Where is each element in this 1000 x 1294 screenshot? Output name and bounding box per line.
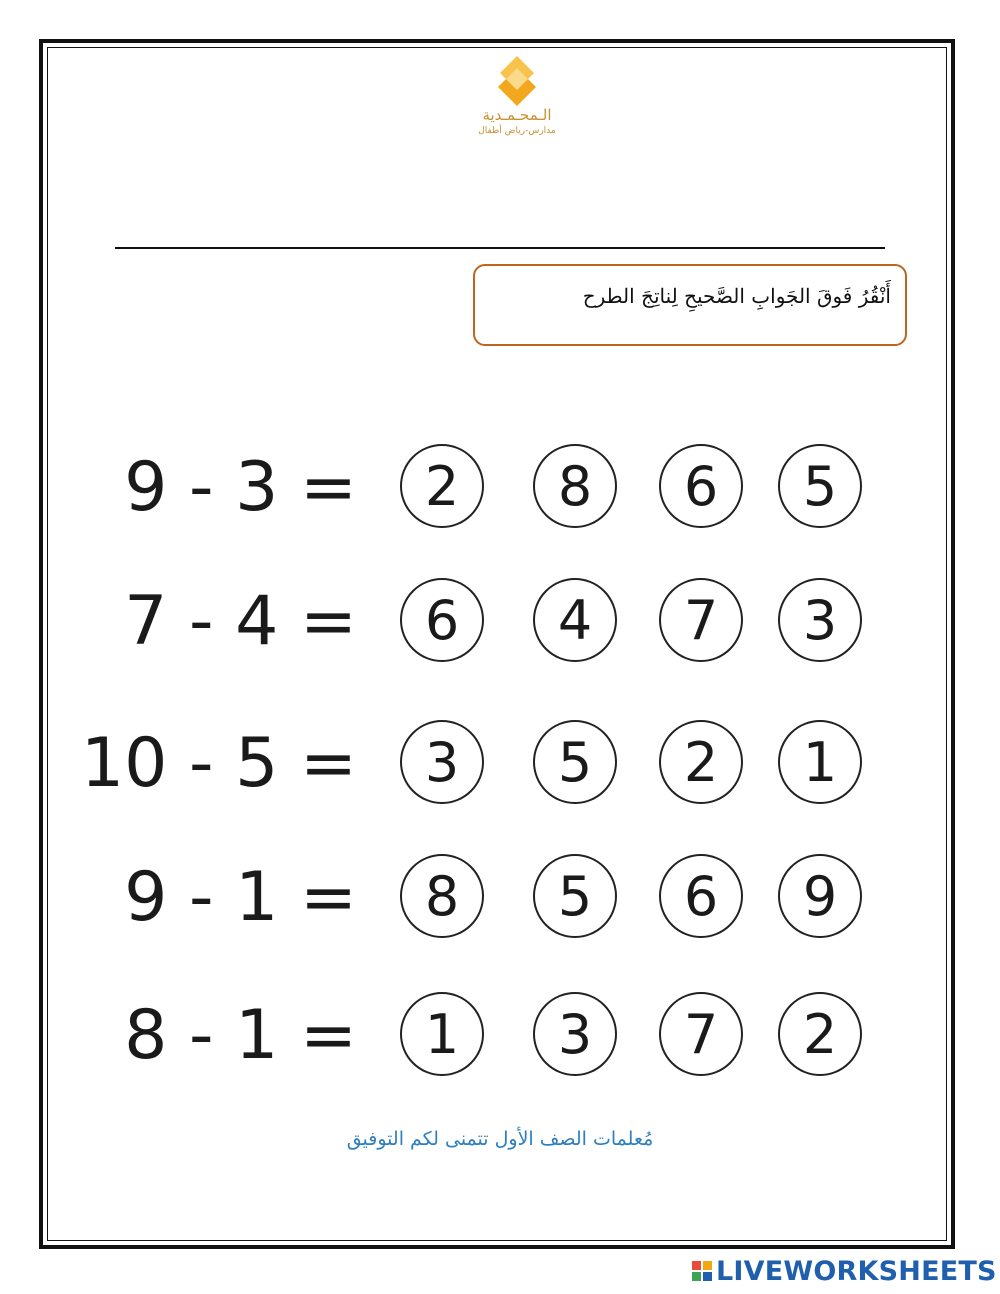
answer-option[interactable]: 7 — [659, 578, 743, 662]
brand-block — [692, 1272, 701, 1281]
answer-option[interactable]: 9 — [778, 854, 862, 938]
problem-row — [0, 716, 1000, 816]
answer-option[interactable]: 8 — [533, 444, 617, 528]
answer-option[interactable]: 4 — [533, 578, 617, 662]
answer-option[interactable]: 3 — [533, 992, 617, 1076]
brand-block — [692, 1261, 701, 1270]
logo-subtitle: مدارس-رياض أطفال — [478, 126, 556, 136]
answer-option[interactable]: 2 — [659, 720, 743, 804]
brand-block — [703, 1272, 712, 1281]
liveworksheets-brand[interactable] — [692, 1256, 997, 1286]
answer-option[interactable]: 1 — [778, 720, 862, 804]
brand-blocks-icon — [692, 1261, 712, 1281]
instruction-text: أَنْقُرُ فَوقَ الجَوابِ الصَّحيحِ لِناتِجَ الطرح — [582, 284, 891, 308]
answer-option[interactable]: 2 — [400, 444, 484, 528]
answer-option[interactable]: 2 — [778, 992, 862, 1076]
problem-row — [0, 988, 1000, 1088]
answer-option[interactable]: 5 — [778, 444, 862, 528]
answer-option[interactable]: 5 — [533, 854, 617, 938]
answer-option[interactable]: 3 — [400, 720, 484, 804]
answer-option[interactable]: 6 — [400, 578, 484, 662]
answer-option[interactable]: 8 — [400, 854, 484, 938]
answer-option[interactable]: 1 — [400, 992, 484, 1076]
equation: 9 - 3 = — [124, 448, 357, 527]
equation: 10 - 5 = — [80, 724, 357, 803]
answer-option[interactable]: 6 — [659, 444, 743, 528]
equation: 7 - 4 = — [124, 582, 357, 661]
answer-option[interactable]: 7 — [659, 992, 743, 1076]
logo-name: الـمحـمـدية — [482, 106, 552, 124]
equation: 8 - 1 = — [124, 996, 357, 1075]
problem-row — [0, 440, 1000, 540]
problem-row — [0, 574, 1000, 674]
answer-option[interactable]: 3 — [778, 578, 862, 662]
footer-note: مُعلمات الصف الأول تتمنى لكم التوفيق — [346, 1128, 654, 1150]
answer-option[interactable]: 5 — [533, 720, 617, 804]
brand-block — [703, 1261, 712, 1270]
brand-name: LIVEWORKSHEETS — [716, 1255, 997, 1287]
problem-row — [0, 850, 1000, 950]
equation: 9 - 1 = — [124, 858, 357, 937]
answer-option[interactable]: 6 — [659, 854, 743, 938]
